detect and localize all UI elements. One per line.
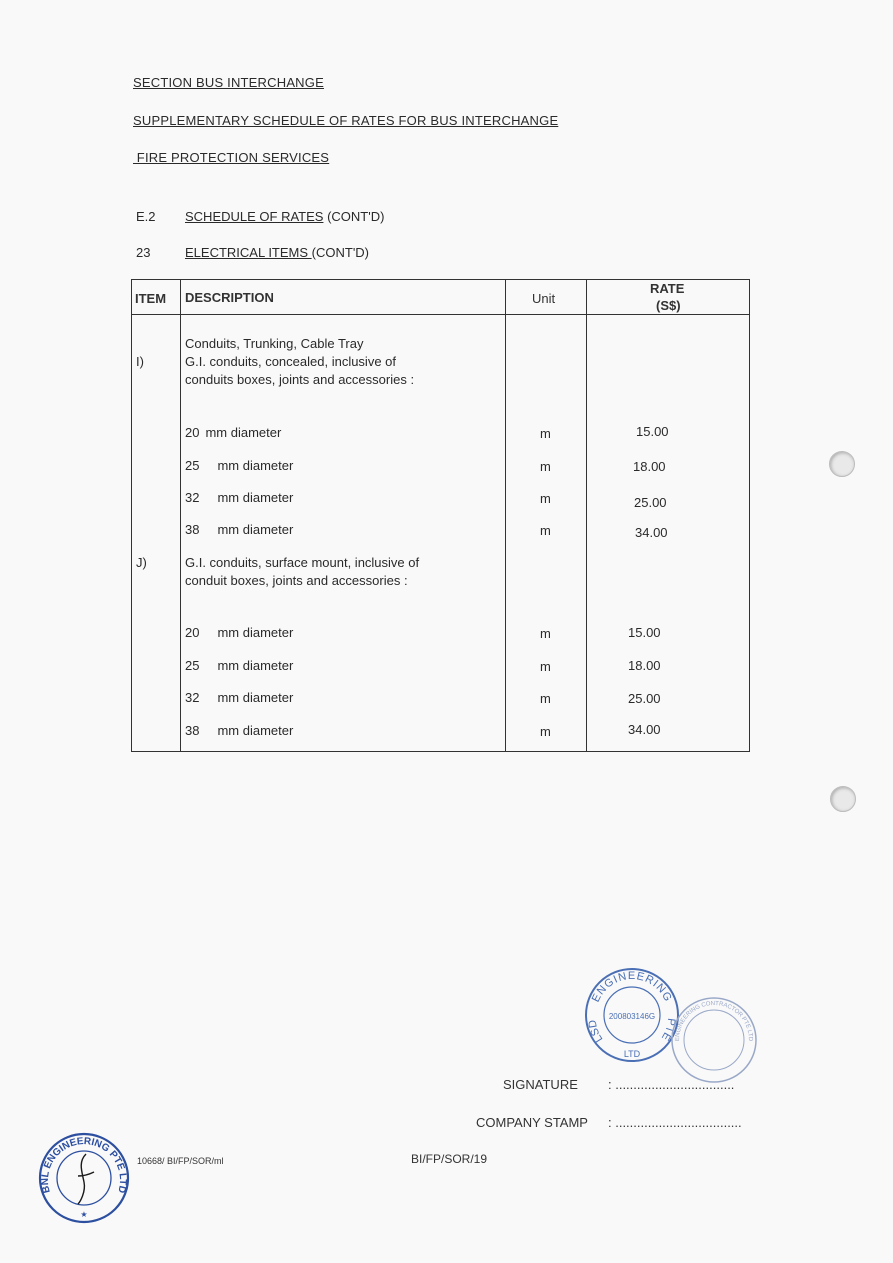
row-unit: m <box>540 691 551 706</box>
table-row-desc <box>185 657 293 675</box>
header-divider <box>132 314 749 315</box>
row-rate: 15.00 <box>628 625 661 640</box>
column-divider <box>180 280 181 751</box>
row-unit: m <box>540 659 551 674</box>
company-stamp-field: : ................................... <box>608 1115 742 1130</box>
section-heading-suffix: (CONT'D) <box>323 209 385 224</box>
row-size: 20 <box>185 625 200 640</box>
column-divider <box>505 280 506 751</box>
star-icon: ★ <box>80 1210 88 1219</box>
stamp-right-text: PTE <box>658 1017 678 1043</box>
row-unit: m <box>540 724 551 739</box>
subsection-heading <box>185 245 369 260</box>
table-row-desc <box>185 521 293 539</box>
header-unit: Unit <box>532 291 556 306</box>
row-desc: mm diameter <box>217 690 294 705</box>
row-unit: m <box>540 459 551 474</box>
row-size: 38 <box>185 522 200 537</box>
section-title: SECTION BUS INTERCHANGE <box>133 75 324 90</box>
service-title: FIRE PROTECTION SERVICES <box>133 150 330 165</box>
punch-hole <box>829 451 855 477</box>
table-row-desc <box>185 689 293 707</box>
stamp-top-text: ENGINEERING <box>589 970 675 1005</box>
faint-stamp-inner-ring <box>684 1010 744 1070</box>
item-description-line: G.I. conduits, concealed, inclusive of <box>185 354 397 369</box>
row-size: 25 <box>185 458 200 473</box>
item-description-line: conduit boxes, joints and accessories : <box>185 573 408 588</box>
handwritten-signature <box>78 1154 94 1204</box>
row-rate: 18.00 <box>633 459 666 474</box>
signature-field: : ................................. <box>608 1077 735 1092</box>
bnl-stamp <box>38 1132 130 1224</box>
item-description-line: conduits boxes, joints and accessories : <box>185 372 415 387</box>
subsection-number: 23 <box>136 245 151 260</box>
row-size: 38 <box>185 723 200 738</box>
stamp-reg-no: 200803146G <box>608 1012 656 1021</box>
item-label-j: J) <box>136 555 147 570</box>
row-size: 32 <box>185 490 200 505</box>
bnl-stamp-inner-ring <box>57 1151 111 1205</box>
row-rate: 18.00 <box>628 658 661 673</box>
punch-hole <box>830 786 856 812</box>
row-rate: 34.00 <box>628 722 661 737</box>
header-rate-currency: (S$) <box>656 298 681 313</box>
row-desc: mm diameter <box>217 522 294 537</box>
faint-stamp <box>669 995 759 1085</box>
section-heading <box>185 209 384 224</box>
signature-label: SIGNATURE <box>503 1077 578 1092</box>
rates-table <box>131 279 750 752</box>
table-row-desc <box>185 489 293 507</box>
row-unit: m <box>540 491 551 506</box>
section-heading-title: SCHEDULE OF RATES <box>185 209 324 224</box>
table-row-desc <box>185 722 293 740</box>
company-stamp <box>584 967 680 1063</box>
table-row-desc <box>185 424 281 442</box>
item-description-line: G.I. conduits, surface mount, inclusive of <box>185 555 420 570</box>
row-unit: m <box>540 523 551 538</box>
row-unit: m <box>540 426 551 441</box>
row-desc: mm diameter <box>217 723 294 738</box>
page-reference: BI/FP/SOR/19 <box>411 1152 488 1166</box>
stamp-left-text: LSD <box>586 1019 606 1045</box>
bnl-stamp-text: BNL ENGINEERING PTE LTD <box>39 1136 129 1195</box>
row-rate: 15.00 <box>636 424 669 439</box>
row-desc: mm diameter <box>217 625 294 640</box>
company-stamp-label: COMPANY STAMP <box>476 1115 588 1130</box>
schedule-title: SUPPLEMENTARY SCHEDULE OF RATES FOR BUS INTERCHANGE <box>133 113 559 128</box>
row-size: 32 <box>185 690 200 705</box>
row-rate: 25.00 <box>628 691 661 706</box>
item-label-i: I) <box>136 354 144 369</box>
bnl-stamp-outer-ring <box>40 1134 128 1222</box>
row-unit: m <box>540 626 551 641</box>
row-size: 25 <box>185 658 200 673</box>
header-item: ITEM <box>135 291 167 306</box>
header-rate: RATE <box>650 281 685 296</box>
reference-small: 10668/ BI/FP/SOR/ml <box>137 1156 224 1166</box>
table-row-desc <box>185 624 293 642</box>
faint-stamp-text: ENGINEERING CONTRACTOR PTE LTD <box>674 1000 754 1042</box>
subsection-heading-title: ELECTRICAL ITEMS <box>185 245 312 260</box>
row-rate: 34.00 <box>635 525 668 540</box>
row-desc: mm diameter <box>205 425 282 440</box>
header-description: DESCRIPTION <box>185 290 274 305</box>
row-desc: mm diameter <box>217 458 294 473</box>
stamp-bottom-text: LTD <box>623 1049 641 1059</box>
row-rate: 25.00 <box>634 495 667 510</box>
section-number: E.2 <box>136 209 156 224</box>
group-heading: Conduits, Trunking, Cable Tray <box>185 336 364 351</box>
row-size: 20 <box>185 425 200 440</box>
faint-stamp-outer-ring <box>672 998 756 1082</box>
row-desc: mm diameter <box>217 490 294 505</box>
row-desc: mm diameter <box>217 658 294 673</box>
subsection-heading-suffix: (CONT'D) <box>311 245 370 260</box>
table-row-desc <box>185 457 293 475</box>
column-divider <box>586 280 587 751</box>
